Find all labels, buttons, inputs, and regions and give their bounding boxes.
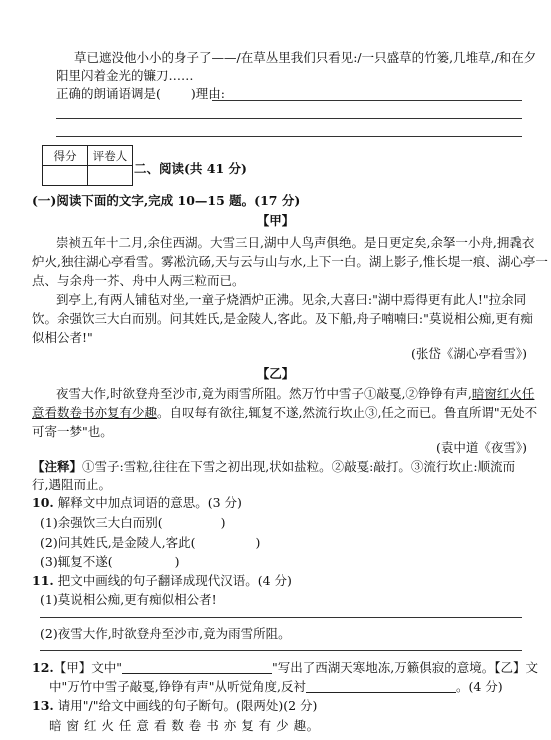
answer-line-2[interactable]: [56, 118, 522, 119]
q12-blank-1[interactable]: [122, 661, 272, 674]
q10-item-1-label: (1)余强饮三大白而别(: [40, 515, 163, 530]
q10-item-2-label: (2)问其姓氏,是金陵人,客此(: [40, 535, 196, 550]
yi-line-3: 可寄一梦"也。: [32, 424, 113, 439]
grader-cell[interactable]: [88, 166, 133, 186]
yi-underlined-2: 意看数卷书亦复有少趣: [32, 405, 158, 420]
score-label: 得分: [43, 146, 88, 166]
q12-number: 12.: [32, 660, 54, 675]
q11-text: 把文中画线的句子翻译成现代汉语。(4 分): [57, 573, 292, 588]
yi-line-2: [32, 405, 537, 421]
answer-line-1[interactable]: [212, 100, 522, 101]
jia-source: (张岱《湖心亭看雪》): [410, 346, 527, 361]
q10-item-3-label: (3)辄复不遂(: [40, 554, 113, 569]
poem-line-1: 草已遮没他小小的身子了——/在草丛里我们只看见:/一只盛草的竹篓,几堆草,/和在夕: [74, 50, 537, 65]
q13-number: 13.: [32, 698, 54, 713]
jia-line-5: 饮。余强饮三大白而别。问其姓氏,是金陵人,客此。及下船,舟子喃喃曰:"莫说相公痴,更有痴: [32, 311, 533, 326]
note-label: 【注释】: [32, 459, 83, 474]
q11-answer-line-1[interactable]: [40, 617, 522, 618]
score-cell[interactable]: [43, 166, 88, 186]
q12-text-d: 。(4 分): [455, 679, 503, 694]
jia-line-6: 似相公者!": [32, 330, 93, 345]
q12-blank-2[interactable]: [306, 680, 456, 693]
q10-item-2: (2)问其姓氏,是金陵人,客此( ): [40, 535, 261, 550]
answer-line-3[interactable]: [56, 136, 522, 137]
jia-line-2: 炉火,独往湖心亭看雪。雾凇沆砀,天与云与山与水,上下一白。湖上影子,惟长堤一痕、湖心亭一: [32, 254, 548, 269]
note-line-2: 行,遇阻而止。: [32, 477, 111, 492]
q12-line-2: [49, 679, 503, 695]
yi-underlined-1: 暗窗红火任: [471, 386, 535, 401]
yi-line-2-text: 。自叹每有欲往,辄复不遂,然流行坎止③,任之而已。鲁直所谓"无处不: [157, 405, 538, 420]
intonation-prompt: 正确的朗诵语调是(: [56, 86, 161, 101]
q10: [32, 495, 242, 511]
yi-line-1: [56, 386, 534, 402]
reason-label: )理由:: [190, 86, 225, 101]
heading-jia: 【甲】: [256, 213, 295, 228]
q13: [32, 698, 317, 714]
q10-text: 解释文中加点词语的意思。(3 分): [57, 495, 242, 510]
q11-item-1: (1)莫说相公痴,更有痴似相公者!: [40, 592, 217, 607]
q12-line-1: [32, 660, 538, 676]
poem-line-2: 阳里闪着金光的镰刀……: [56, 68, 194, 83]
q12-text-b: "写出了西湖天寒地冻,万籁俱寂的意境。【乙】文: [272, 660, 538, 675]
q13-sentence[interactable]: 暗 窗 红 火 任 意 看 数 卷 书 亦 复 有 少 趣。: [49, 718, 320, 733]
section-title: 二、阅读(共 41 分): [134, 161, 247, 176]
yi-source: (袁中道《夜雪》): [435, 440, 527, 455]
q10-item-1: (1)余强饮三大白而别( ): [40, 515, 226, 530]
intonation-question: [56, 86, 225, 102]
q12-text-a: 【甲】文中": [53, 660, 122, 675]
q11-answer-line-2[interactable]: [40, 650, 522, 651]
heading-yi: 【乙】: [256, 366, 295, 381]
q10-number: 10.: [32, 495, 54, 510]
note-line-1: [32, 459, 515, 475]
part-one-title: (一)阅读下面的文字,完成 10—15 题。(17 分): [32, 193, 301, 208]
grader-label: 评卷人: [88, 146, 133, 166]
q11: [32, 573, 292, 589]
q12-text-c: 中"万竹中雪子敲戛,铮铮有声"从听觉角度,反衬: [49, 679, 306, 694]
score-box: [42, 145, 133, 186]
q11-number: 11.: [32, 573, 54, 588]
jia-line-1: 崇祯五年十二月,余住西湖。大雪三日,湖中人鸟声俱绝。是日更定矣,余拏一小舟,拥毳衣: [56, 235, 535, 250]
jia-line-3: 点、与余舟一芥、舟中人两三粒而已。: [32, 273, 245, 288]
jia-line-4: 到亭上,有两人铺毡对坐,一童子烧酒炉正沸。见余,大喜曰:"湖中焉得更有此人!"拉余同: [56, 292, 527, 307]
note-text-1: ①雪子:雪粒,往往在下雪之初出现,状如盐粒。②敲戛:敲打。③流行坎止:顺流而: [82, 459, 516, 474]
q10-item-3: (3)辄复不遂( ): [40, 554, 180, 569]
yi-line-1-text: 夜雪大作,时欲登舟至沙市,竟为雨雪所阻。然万竹中雪子①敲戛,②铮铮有声,: [56, 386, 472, 401]
q11-item-2: (2)夜雪大作,时欲登舟至沙市,竟为雨雪所阻。: [40, 626, 291, 641]
q13-text: 请用"/"给文中画线的句子断句。(限两处)(2 分): [57, 698, 318, 713]
